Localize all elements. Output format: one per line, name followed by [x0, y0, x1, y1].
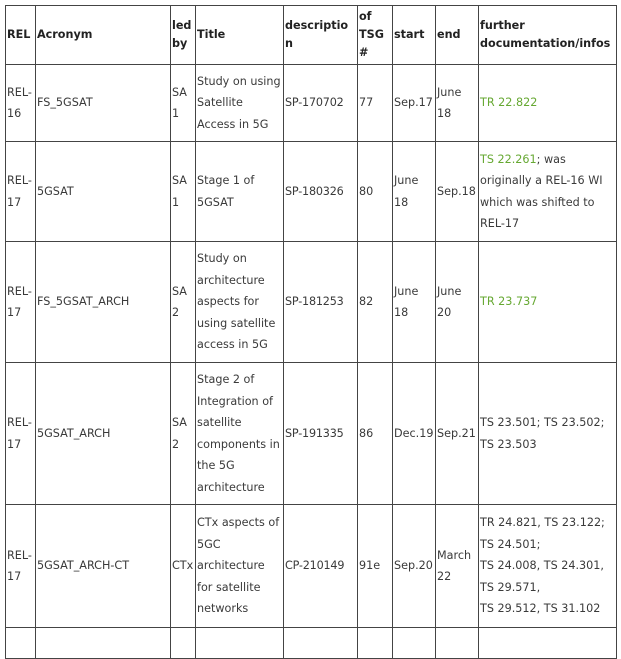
header-tsg: of TSG#: [358, 6, 393, 65]
cell-tsg: 80: [358, 142, 393, 242]
cell-description: CP-210149: [284, 505, 358, 628]
cell-title: Study on using Satellite Access in 5G: [196, 65, 284, 142]
cell-end: Sep.18: [436, 142, 479, 242]
cell-rel: REL-17: [6, 363, 36, 505]
cell-end: March 22: [436, 505, 479, 628]
cell-further-docs: TS 23.501; TS 23.502; TS 23.503: [479, 363, 617, 505]
doc-link[interactable]: TS 22.261: [480, 152, 537, 166]
doc-line: TR 24.821, TS 23.122; TS 24.501;: [480, 516, 605, 551]
cell-tsg: 82: [358, 242, 393, 363]
header-further-docs: further documentation/infos: [479, 6, 617, 65]
cell-start: June 18: [393, 142, 436, 242]
cell-rel: REL-17: [6, 242, 36, 363]
cell-description: SP-180326: [284, 142, 358, 242]
cell-rel: REL-16: [6, 65, 36, 142]
table-row: [6, 142, 617, 242]
doc-note: ; was originally a REL-16 WI which was shifted to REL-17: [480, 152, 603, 230]
cell-acronym: 5GSAT: [36, 142, 171, 242]
cell-title: Study on architecture aspects for using satellite access in 5G: [196, 242, 284, 363]
header-led-by: led by: [171, 6, 196, 65]
cell-end: Sep.21: [436, 363, 479, 505]
header-acronym: Acronym: [36, 6, 171, 65]
cell-rel: REL-17: [6, 142, 36, 242]
cell-led-by: SA2: [171, 363, 196, 505]
cell-description: SP-170702: [284, 65, 358, 142]
cell-further-docs: [479, 65, 617, 142]
cell-led-by: SA1: [171, 65, 196, 142]
header-end: end: [436, 6, 479, 65]
cell-acronym: FS_5GSAT_ARCH: [36, 242, 171, 363]
cell-title: Stage 1 of 5GSAT: [196, 142, 284, 242]
table-row: [6, 65, 617, 142]
header-start: start: [393, 6, 436, 65]
cell-end: June 20: [436, 242, 479, 363]
header-title: Title: [196, 6, 284, 65]
cell-title: CTx aspects of 5GC architecture for satellite networks: [196, 505, 284, 628]
cell-further-docs: [479, 505, 617, 628]
doc-link[interactable]: TR 22.822: [480, 96, 538, 110]
cell-start: Dec.19: [393, 363, 436, 505]
table-row: [6, 242, 617, 363]
cell-tsg: 91e: [358, 505, 393, 628]
cell-rel: REL-17: [6, 505, 36, 628]
doc-link[interactable]: TR 23.737: [480, 295, 538, 309]
doc-line: TS 24.008, TS 24.301, TS 29.571,: [480, 559, 604, 594]
cell-start: Sep.20: [393, 505, 436, 628]
cell-end: June 18: [436, 65, 479, 142]
cell-start: June 18: [393, 242, 436, 363]
table-row: [6, 363, 617, 505]
cell-description: SP-181253: [284, 242, 358, 363]
cell-description: SP-191335: [284, 363, 358, 505]
header-description: description: [284, 6, 358, 65]
cell-further-docs: [479, 242, 617, 363]
cell-acronym: 5GSAT_ARCH: [36, 363, 171, 505]
doc-line: TS 29.512, TS 31.102: [480, 602, 601, 616]
cell-start: Sep.17: [393, 65, 436, 142]
cell-further-docs: [479, 142, 617, 242]
cell-acronym: 5GSAT_ARCH-CT: [36, 505, 171, 628]
cell-led-by: CTx: [171, 505, 196, 628]
table-row-partial: [6, 628, 617, 659]
release-table: [5, 5, 617, 659]
cell-led-by: SA2: [171, 242, 196, 363]
cell-led-by: SA1: [171, 142, 196, 242]
cell-tsg: 77: [358, 65, 393, 142]
header-rel: REL: [6, 6, 36, 65]
cell-title: Stage 2 of Integration of satellite components in the 5G architecture: [196, 363, 284, 505]
cell-tsg: 86: [358, 363, 393, 505]
cell-acronym: FS_5GSAT: [36, 65, 171, 142]
table-header-row: [6, 6, 617, 65]
table-row: [6, 505, 617, 628]
